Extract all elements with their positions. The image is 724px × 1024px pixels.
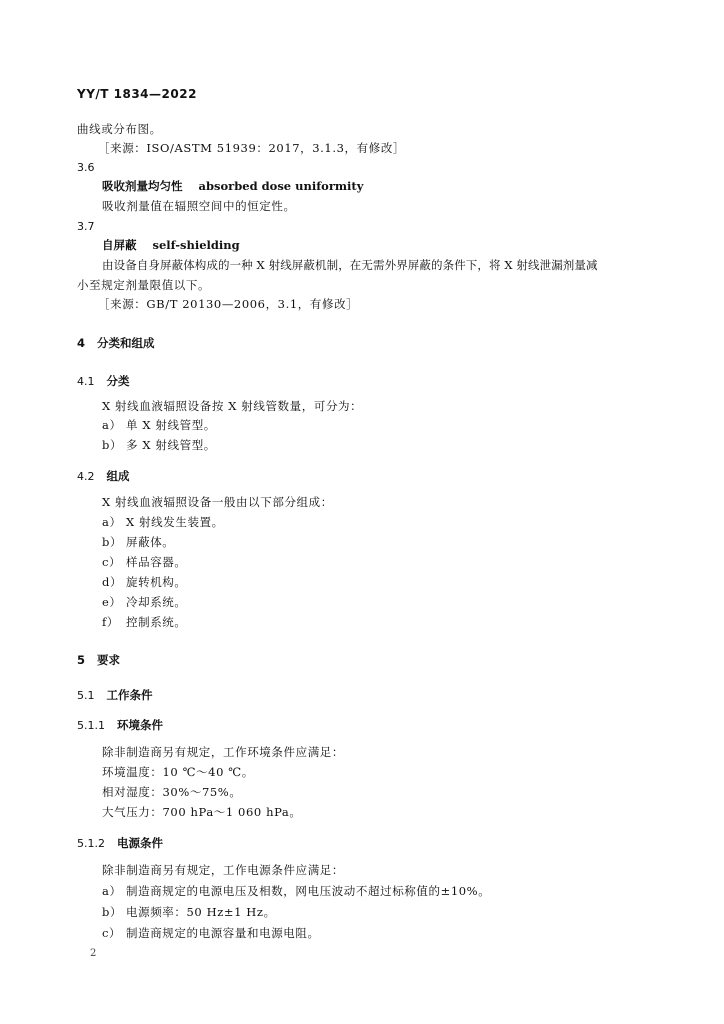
- section-heading-5-1-1: 5.1.1 环境条件: [77, 718, 164, 732]
- paragraph: 除非制造商另有规定，工作环境条件应满足：: [102, 745, 344, 759]
- list-item: b） 电源频率：50 Hz±1 Hz。: [102, 905, 276, 919]
- section-heading-5: 5 要求: [77, 653, 121, 667]
- section-heading-4-1: 4.1 分类: [77, 374, 130, 388]
- paragraph: X 射线血液辐照设备一般由以下部分组成：: [102, 495, 333, 509]
- list-item: c） 制造商规定的电源容量和电源电阻。: [102, 926, 320, 940]
- term-heading: [102, 240, 240, 252]
- list-item: c） 样品容器。: [102, 555, 187, 569]
- list-item: f） 控制系统。: [102, 615, 187, 629]
- page-number: 2: [90, 948, 97, 959]
- term-heading: [102, 181, 363, 193]
- document-code: YY/T 1834—2022: [77, 87, 197, 101]
- paragraph: 除非制造商另有规定，工作电源条件应满足：: [102, 863, 344, 877]
- source-note: ［来源：ISO/ASTM 51939：2017，3.1.3，有修改］: [98, 141, 406, 155]
- term-definition: 吸收剂量值在辐照空间中的恒定性。: [102, 199, 296, 213]
- source-note: ［来源：GB/T 20130—2006，3.1，有修改］: [98, 297, 359, 311]
- list-item: b） 屏蔽体。: [102, 535, 175, 549]
- condition-line: 相对湿度：30%～75%。: [102, 785, 242, 799]
- paragraph: X 射线血液辐照设备按 X 射线管数量，可分为：: [102, 399, 363, 413]
- continued-text: 曲线或分布图。: [77, 122, 162, 136]
- term-chinese: 吸收剂量均匀性: [102, 179, 183, 193]
- condition-line: 大气压力：700 hPa～1 060 hPa。: [102, 805, 302, 819]
- term-number: 3.6: [77, 161, 95, 174]
- list-item: e） 冷却系统。: [102, 595, 187, 609]
- term-definition-cont: 小至规定剂量限值以下。: [77, 278, 211, 292]
- section-heading-4-2: 4.2 组成: [77, 469, 130, 483]
- list-item: a） 制造商规定的电源电压及相数，网电压波动不超过标称值的±10%。: [102, 884, 491, 898]
- term-number: 3.7: [77, 220, 95, 233]
- term-english: absorbed dose uniformity: [198, 179, 364, 193]
- section-heading-4: 4 分类和组成: [77, 336, 155, 350]
- list-item: a） X 射线发生装置。: [102, 515, 224, 529]
- list-item: b） 多 X 射线管型。: [102, 438, 216, 452]
- term-english: self-shielding: [152, 238, 240, 252]
- term-definition: 由设备自身屏蔽体构成的一种 X 射线屏蔽机制，在无需外界屏蔽的条件下，将 X 射线泄漏剂量减: [102, 258, 598, 272]
- condition-line: 环境温度：10 ℃～40 ℃。: [102, 765, 254, 779]
- term-chinese: 自屏蔽: [102, 238, 137, 252]
- section-heading-5-1-2: 5.1.2 电源条件: [77, 836, 164, 850]
- list-item: d） 旋转机构。: [102, 575, 187, 589]
- section-heading-5-1: 5.1 工作条件: [77, 688, 153, 702]
- list-item: a） 单 X 射线管型。: [102, 418, 216, 432]
